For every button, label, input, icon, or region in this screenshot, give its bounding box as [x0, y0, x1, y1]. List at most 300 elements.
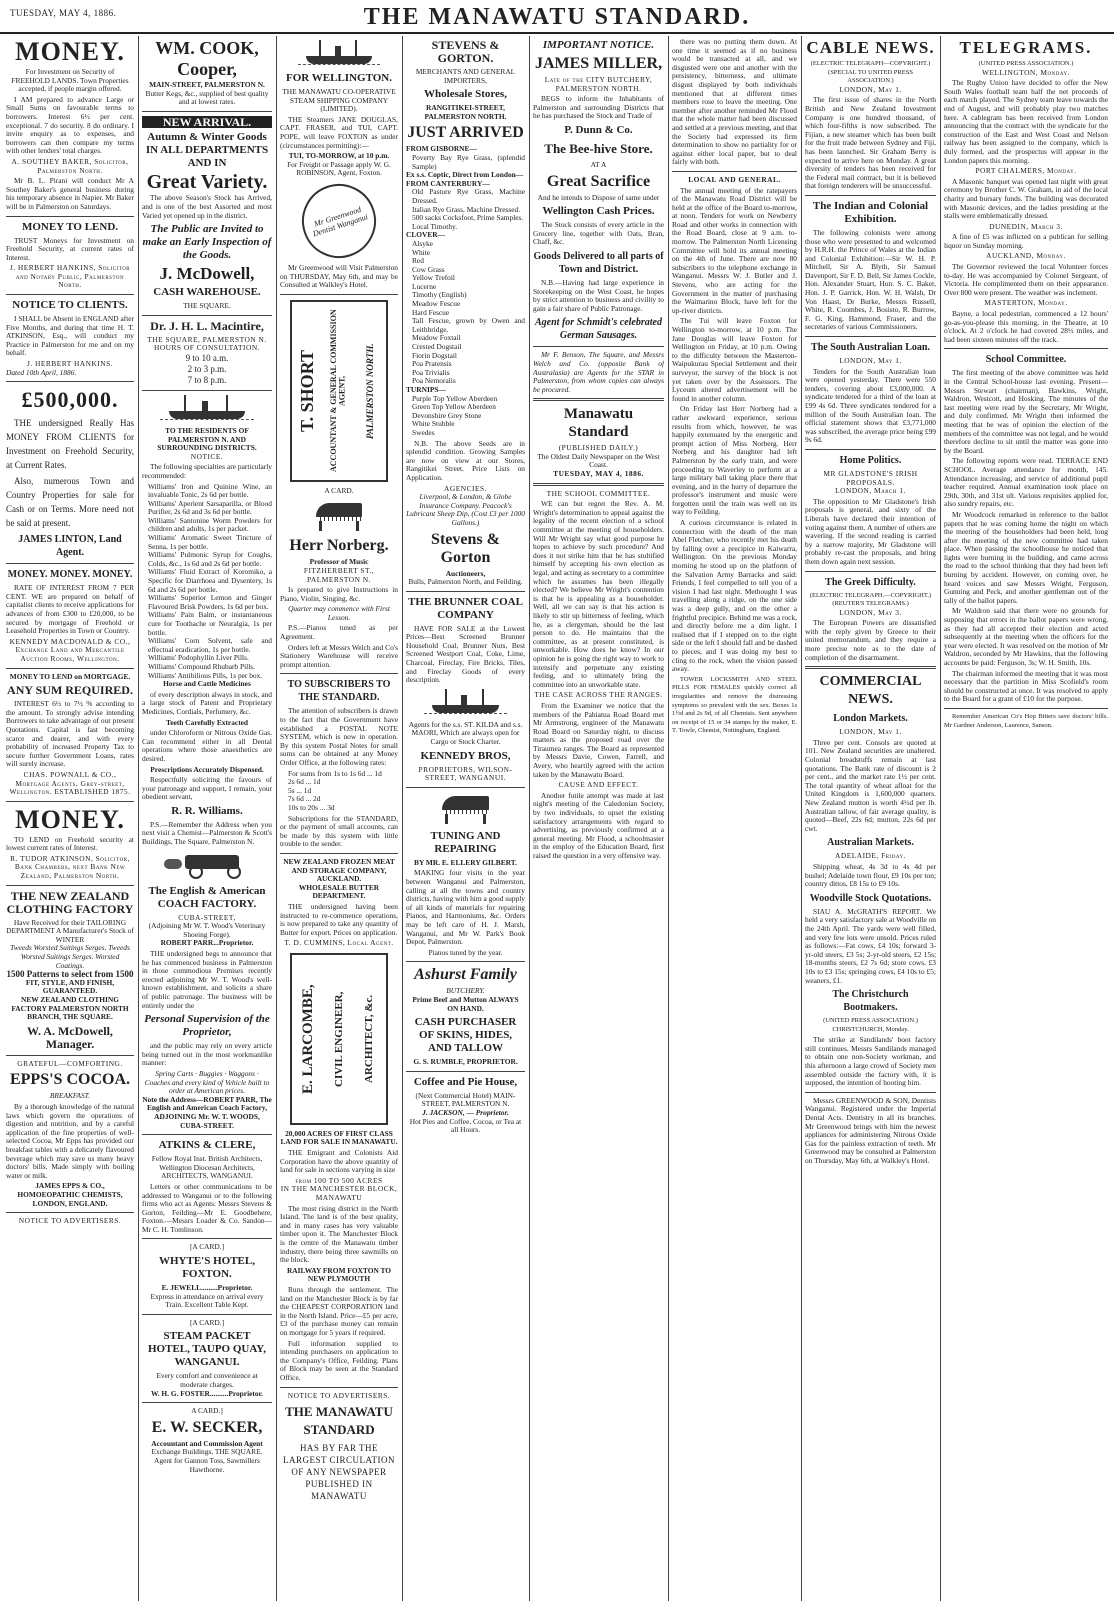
- article-body: Tenders for the South Australian loan were opened yesterday. There were 550 tenders, covering about £3,000,000. A syndicate tendered for a third of the loan at £99 4s 6d. Three syndicates tendered for a million of the South Australian loan. The official statement shows that £3,771,000 was subscribed, the average price being £99 9s 6d.: [805, 366, 936, 445]
- ad-highlight: CASH PURCHASER OF SKINS, HIDES, AND TALLOW: [414, 1016, 517, 1055]
- ad-title: Cooper,: [177, 59, 237, 79]
- divider: [142, 111, 272, 112]
- ad-note: Orders left at Messrs Welch and Co's Stationery Warehouse will receive prompt attention.: [280, 642, 398, 669]
- article-body: Shipping wheat, 4s 3d to 4s 4d per bushel; Adelaide town flour, £9 10s per ton; country dittos, £8 15s to £9 10s.: [805, 861, 936, 889]
- article-body: Another futile attempt was made at last night's meeting of the Caledonian Society, by two individuals, to upset the existing satisfactory arrangements with regard to advertising, as previously confirmed at a general meeting. Mr Flood, a schoolmaster in the employ of the Education Board, first raised the question in a very offensive way.: [533, 790, 664, 860]
- column-3: [280, 36, 398, 1601]
- article-body: The first issue of shares in the North British and New Zealand Investment Company is one hundred thousand, of which four-fifths is now subscribed. The Fijian, a new steamer which has been built for the fruit trade between Sydney and Fiji, has been launched. Sir Graham Berry is expected to arrive here on Monday. A great diversity of tenders has been received for the Federal mail contract, but it is believed that foreign tenderers will be unsuccessful.: [805, 95, 936, 191]
- ad-body: Runs through the settlement. The land on the Manchester Block is by far the CHEAPEST CORPORATION land in the North Island. Price—£5 per acre, £3 of the purchase money can remain on mortgage for 5 years if required.: [280, 1284, 398, 1337]
- ad-body: THE undersigned begs to announce that he has commenced business in Palmerston in those commodious Premises recently erected adjoining Mr W. T. Wood's well-known establishment, and solicits a share of public patronage. The business will be entirely under the: [142, 949, 272, 1010]
- ad-subtitle: Late of the CITY BUTCHERY, PALMERSTON NORTH.: [544, 75, 653, 93]
- ad-subtitle: AGENCIES.: [444, 483, 487, 493]
- ad-address: PROPRIETORS, WILSON-STREET, WANGANUI.: [418, 764, 513, 783]
- list-item: White: [412, 247, 431, 257]
- article-body: Bayne, a local pedestrian, commenced a 12 hours' go-as-you-please this morning, in the Theatre, at 10 o'clock. At 2 o'clock he had covered 28½ miles, and had been sixteen minutes off the track.: [944, 309, 1108, 344]
- section-head: FROM CANTERBURY—: [406, 178, 490, 188]
- newspaper-title: THE MANAWATU STANDARD.: [363, 4, 751, 30]
- article-title: School Committee.: [985, 354, 1067, 366]
- column-rule: [940, 36, 941, 1601]
- article-body: there was no putting them down. At one time it seemed as if no business would be transacted at all, and we disgusted were one and another with the persistency, bitterness, and ultimate disgust displayed by both individuals mentioned that at different times members rose to leave the meeting. One member after another reminded Mr Flood that the whole matter had been discussed and settled at a previous meeting, and that the Society had expressed its firm determination to show no partiality for or against either local paper, but to deal fairly with both.: [672, 37, 797, 167]
- article-body: The European Powers are dissatisfied with the reply given by Greece to their united memorandum, and they require a more precise note as to the date of completion of the disarmament.: [805, 618, 936, 662]
- ad-address: THE SQUARE.: [183, 301, 231, 311]
- ad-proprietor: W. H. G. FOSTER..........Proprietor.: [150, 1388, 264, 1398]
- ad-signature: JAMES EPPS & CO., HOMOEOPATHIC CHEMISTS, LONDON, ENGLAND.: [17, 1181, 123, 1208]
- divider: [280, 673, 398, 674]
- divider: [805, 571, 936, 572]
- article-body: A curious circumstance is related in connection with the death of the man Abel Fletcher, who recently met his death by falling over a precipice in Kaiwarra, Wellington. On the previous Monday morning he stood up on the platform of the Salvation Army Barracks and said: Friends, I feel compelled to tell you of a vision I had last night. Methought I was travelling along a ridge, on the one side was a deep gully, and on the other a frightful precipice. Behind me was a rock, and directly before me a dim light. I realised that if I stepped on to the right side or the left I should fall and be dashed to pieces, and I was doing my best to cling to the rock, when the vision passed away.: [672, 518, 797, 674]
- ad-note: P.S.—Pianos tuned as per Agreement.: [280, 623, 398, 642]
- ad-title: The English & American COACH FACTORY.: [148, 884, 266, 910]
- ad-subtitle: Accountant and Commission Agent: [151, 1438, 263, 1448]
- ad-body: RATE OF INTEREST FROM 7 PER CENT. WE are prepared on behalf of capitalist clients to receive applications for advances of from £300 to £20,000, to be secured by mortgage of Freehold or Leasehold Properties in Town or Country.: [6, 583, 134, 636]
- card-name: T. SHORT: [297, 349, 318, 432]
- ad-title: MONEY.: [15, 37, 125, 66]
- list-item: Ex s.s. Coptic, Direct from London—: [406, 170, 524, 180]
- article-body: The strike at Sandilands' boot factory still continues. Messrs Sandilands managed to obtain one non-Society workman, and this afternoon a large crowd of Society men assembled outside the factory with, it is supposed, the intention of hooting him.: [805, 1035, 936, 1088]
- ad-body: THE undersigned Really Has MONEY FROM CLIENTS for Investment on Freehold Security, at Current Rates.: [6, 418, 134, 471]
- article-body: The annual meeting of the ratepayers of the Manawatu Road District will be held at the office of the Board to-morrow, at noon. Tenders for work on Newberry Road and other works in connection with the Road Board, close at 9 a.m. to-morrow. The Palmerston North Licensing Committee will hold its annual meeting on the 4th of June. There are now 80 subscribers to the telephone exchange in Wanganui. Messrs W. J. Butler and J. Stevens, who are acting for the Government in the matter of purchasing the Waimarino Block, have left for the up-river districts.: [672, 185, 797, 315]
- ad-highlight: THE MANAWATU STANDARD: [285, 1404, 393, 1438]
- clover-list: [406, 240, 525, 386]
- card-name: E. LARCOMBE,: [300, 984, 317, 1094]
- ad-body: Messrs GREENWOOD & SON, Dentists Wanganui. Registered under the Imperial Dental Acts. Dentistry in all its branches. Mr Greenwood brings with him the newest appliances for administering Nitrous Oxide Gas for the painless extraction of teeth. Mr Greenwood may be consulted at Palmerston on Thursday, May 6th, at Walkley's Hotel.: [805, 1095, 936, 1165]
- ad-body: Respectfully soliciting the favours of your patronage and support, I remain, your obedient servant,: [142, 775, 272, 802]
- dentist-stamp: Mr Greenwood Dentist Wanganui: [292, 174, 385, 267]
- ad-title: MONEY. MONEY. MONEY.: [7, 569, 133, 581]
- article-body: The chairman informed the meeting that it was most necessary that the partition in Miss Scofield's room should be constructed at once. It was resolved to apply to the Board for a grant of £10 for the purpose.: [944, 668, 1108, 704]
- dateline: LONDON, May 1.: [839, 84, 902, 94]
- article-title: The South Australian Loan.: [811, 342, 930, 354]
- divider: [6, 1212, 134, 1213]
- ad-body: By a thorough knowledge of the natural laws which govern the operations of digestion and nutrition, and by a careful application of the fine properties of well-selected Cocoa, Mr Epps has provided our breakfast tables with a delicately flavoured beverage which may save us many heavy doctors' bills. Made simply with boiling water or milk.: [6, 1101, 134, 1180]
- ad-title: THE NEW ZEALAND CLOTHING FACTORY: [6, 888, 134, 916]
- ad-subtitle: MERCHANTS AND GENERAL IMPORTERS,: [415, 67, 516, 85]
- article-title: Home Politics.: [839, 454, 902, 466]
- article-body: The Rugby Union have decided to offer the New South Wales football team half the net proceeds of each match played. The Sydney team leave towards the end of August, and will probably play two matches here. A cablegram has been received from London announcing that the contract with the syndicate for the construction of the East and West Coast and Nelson railway has been assigned to the company, which is duly formed, and the prospectus will appear in the London papers this morning.: [944, 78, 1108, 165]
- ad-title: THE BRUNNER COAL COMPANY: [408, 595, 523, 621]
- ad-highlight: The Public are Invited to make an Early Inspection of the Goods.: [142, 223, 272, 262]
- ad-list: Spring Carts · Buggies · Waggons · Coaches and every kind of Vehicle built to order at American prices.: [144, 1068, 270, 1096]
- section-head: TURNIPS—: [406, 385, 446, 394]
- ad-body: I SHALL be Absent in ENGLAND after Five Months, and during that time H. T. ATKINSON, Esq., will conduct my Practice in Palmerston for me and on my behalf.: [6, 314, 134, 358]
- ad-subtitle: Auctioneers,: [445, 568, 486, 578]
- ad-title: NEW ZEALAND FROZEN MEAT AND STORAGE COMPANY, AUCKLAND.: [283, 856, 395, 884]
- divider: [6, 668, 134, 669]
- ad-title: Coffee and Pie House,: [413, 1075, 518, 1088]
- dateline: DUNEDIN, March 3.: [989, 221, 1063, 231]
- article-body: The Tui will leave Foxton for Wellington to-morrow, at 10 p.m. The Jane Douglas will leave Foxton for Wellington on Friday, at 10 p.m. Owing to the difficulty between the Masterton-Waipukurau Special Settlement and their surveyor, the survey of the block is not yet taken over by the Assessors. The Lyceum altered advertisement will be found in another column.: [672, 316, 797, 403]
- ad-note: N.B. The above Seeds are in splendid condition. Growing Samples are now on view at our Stores, Rangitikei Street. Price Lists on Application.: [406, 438, 525, 482]
- list-item: Williams' Antibilious Pills, 1s per box.: [148, 670, 263, 680]
- article-title: LOCAL AND GENERAL.: [688, 174, 781, 184]
- divider: [805, 1092, 936, 1093]
- list-item: Local Timothy.: [412, 221, 458, 231]
- ad-subtitle: Autumn & Winter Goods IN ALL DEPARTMENTS AND IN: [145, 131, 269, 170]
- ad-body: The above Season's Stock has Arrived, and is one of the best Assorted and most Varied yet opened up in the district.: [142, 193, 272, 220]
- ad-subtitle: THE MANAWATU CO-OPERATIVE STEAM SHIPPING COMPANY (LIMITED).: [282, 87, 396, 114]
- list-item: Williams' Fluid Extract of Koromiko, a Specific for Diarrhoea and Dysentery, 1s 6d and 2s 6d per bottle.: [148, 567, 272, 594]
- ad-body: Express in attendance on arrival every Train. Excellent Table Kept.: [150, 1291, 264, 1310]
- ad-note: N.B.—Having had large experience in Storekeeping on the West Coast, he hopes by strict attention to business and civility to gain a fair share of Public Patronage.: [533, 277, 664, 313]
- ad-title: WM. COOK,: [155, 38, 259, 58]
- ad-body: under Chloroform or Nitrous Oxide Gas. Can recommend either in all Dental operations where those anaesthetics are desired.: [142, 728, 272, 763]
- ad-address: THE SQUARE, PALMERSTON N.: [147, 334, 267, 344]
- canterbury-list: [406, 188, 525, 231]
- ad-title: E. W. SECKER,: [151, 1418, 263, 1436]
- article-title: The Indian and Colonial Exhibition.: [812, 199, 929, 225]
- ad-signature: JAMES LINTON, Land Agent.: [18, 534, 122, 559]
- paper-date: TUESDAY, MAY 4, 1886.: [553, 469, 644, 479]
- ad-title: TUNING AND REPAIRING: [430, 829, 501, 855]
- ad-subtitle: For Investment on Security of FREEHOLD LANDS. Town Properties accepted, if people margin offered.: [11, 67, 129, 94]
- ad-body: of every description always in stock, and a large stock of Patent and Proprietary Medicines, Cordials, Perfumery, &c.: [142, 689, 272, 716]
- dateline: WELLINGTON, Monday.: [982, 67, 1070, 77]
- ship-illustration: [298, 40, 380, 68]
- ad-address: (Adjoining Mr W. T. Wood's Veterinary Shoeing Forge).: [148, 921, 266, 939]
- list-item: Williams' Pain Balm, or instantaneous cure for Toothache or Neuralgia, 1s per bottle.: [148, 610, 272, 637]
- article-title: The Greek Difficulty.: [825, 576, 916, 588]
- divider: [805, 336, 936, 337]
- article-title: THE CASE ACROSS THE RANGES.: [534, 690, 663, 700]
- article-body: WE can but regret the Rev. A. M. Wright's determination to appeal against the legality of the recent election of a school committee at the meeting of householders. Will Mr Wright say what good purpose he hopes to achieve by such procedure? And does it not strike him that he has stultified himself by accepting his own election as legal, and acting as secretary to a committee which he assumes has been illegally elected? We believe Mr Wright's contention is that he is appealing as a householder. Well, all we can say is that his action is likely to stir up bitterness of feeling, which he, as a clergyman, should be the last person to do. He maintains that the committee, as at present constituted, is unworkable. How does he know? In our opinion he is going the right way to work to intensify and perpetuate any existing feeling, and to ultimately bring the committee into an unworkable state.: [533, 499, 664, 689]
- list-item: White Stubble: [412, 419, 455, 429]
- ad-subtitle: Have Received for their TAILORING DEPARTMENT A Manufacturer's Stock of WINTER: [6, 917, 134, 944]
- ad-body: HAS BY FAR THE LARGEST CIRCULATION OF ANY NEWSPAPER PUBLISHED IN MANAWATU: [282, 1443, 396, 1502]
- ad-title: TO SUBSCRIBERS TO THE STANDARD.: [287, 679, 391, 704]
- divider: [142, 390, 272, 391]
- postal-rate: For sums from 1s to 1s 6d ... 1d: [288, 768, 382, 778]
- column-rule: [668, 36, 669, 1601]
- article-body: The Governor reviewed the local Volunteer forces to-day. He was accompanied by Colonel Sergeant, of Victoria. He complimented them on their appearance. Over 800 were present. The weather was inclement.: [944, 262, 1108, 297]
- ad-title: MONEY.: [15, 804, 125, 834]
- ad-date: Dated 10th April, 1886.: [6, 367, 77, 377]
- ad-title: TO THE RESIDENTS OF PALMERSTON N. AND SURROUNDING DISTRICTS.: [157, 425, 257, 453]
- ad-address: Note the Address—ROBERT PARR, The English and American Coach Factory, ADJOINING Mr. W. T. WOODS, CUBA-STREET.: [142, 1094, 272, 1130]
- article-title: Woodville Stock Quotations.: [809, 892, 932, 904]
- ad-title: NOTICE TO CLIENTS.: [12, 299, 128, 312]
- ad-subtitle: Wholesale Stores,: [424, 88, 507, 101]
- ad-title: JUST ARRIVED: [407, 124, 524, 142]
- ad-subtitle: CASH WAREHOUSE.: [153, 286, 261, 299]
- list-item: Swedes: [412, 427, 435, 437]
- divider: [406, 961, 525, 962]
- dateline: ADELAIDE, Friday.: [835, 851, 906, 861]
- ad-subtitle: HOURS OF CONSULTATION.: [153, 343, 261, 353]
- ad-body: THE Steamers JANE DOUGLAS, CAPT. FRASER, and TUI, CAPT. POPE, will leave FOXTON as under (circumstances permitting):—: [280, 114, 398, 150]
- ad-highlight: TUI, TO-MORROW, at 10 p.m.: [288, 151, 390, 161]
- ad-title: Great Variety.: [146, 171, 268, 194]
- column-rule: [402, 36, 403, 1601]
- ship-illustration: [160, 395, 254, 423]
- column-5: [533, 36, 664, 1601]
- divider: [142, 1314, 272, 1315]
- divider: [406, 787, 525, 788]
- list-item: Red: [412, 256, 424, 266]
- ad-subtitle: BY MR. E. ELLERY GILBERT.: [414, 857, 517, 867]
- paper-nameplate: Manawatu Standard: [563, 406, 634, 441]
- ad-title: The Bee-hive Store.: [544, 140, 653, 156]
- article-body: On Friday last Herr Norberg had a rather awkward experience, serious results from which, however, he was happily extenuated by the energetic and prompt action of Miss Norberg. Herr Norberg and his daughter had left Palmerston by the early train, and were proceeding to Waverley to perform at a large military ball taking place there that evening, and in the hurry of departure the professor's instrument and music were forgotten until the train was well on its way to Feilding.: [672, 404, 797, 517]
- coach-illustration: [162, 851, 252, 881]
- article-body: The opposition to Mr Gladstone's Irish proposals is general, and sixty of the Liberals have declared their intention of voting against them. A number of others are wavering. If the second reading is carried by a narrow majority, Mr Gladstone will probably re-cast the proposals, and bring them down again next session.: [805, 496, 936, 566]
- ship-illustration: [424, 689, 507, 717]
- ad-banner: NEW ARRIVAL.: [142, 116, 272, 129]
- divider: [280, 853, 398, 854]
- ad-title: ATKINS & CLERE,: [158, 1139, 256, 1152]
- postal-rate: 10s to 20s ... 3d: [288, 802, 335, 812]
- ad-note: Full information supplied to intending purchasers on application to the Company's Office, Feilding. Plans of Block may be seen at the Standard Office.: [280, 1338, 398, 1382]
- article-body: SIAU A. McGRATH'S REPORT. We held a very satisfactory sale at Woodville on the 24th April. The yards were well filled, and very few lots were unsold. Prices ruled as follows:—Fat cows, £4 10s; forward 3-yr-old steers, £3 5s; 2-yr-old steers, £2 15s; 18-months steers, £2 7s 6d; store cows, £3 10s to £3 15s; springing cows, £4 10s to £5; weaners, £1.: [805, 906, 936, 985]
- divider: [6, 563, 134, 564]
- list-item: Cow Grass: [412, 264, 445, 274]
- ad-title: Dr. J. H. L. Macintire,: [150, 318, 264, 333]
- list-item: Yellow Trefoil: [412, 273, 455, 283]
- column-4: [406, 36, 525, 1601]
- hours-row: 7 to 8 p.m.: [187, 374, 227, 385]
- divider: [533, 346, 664, 347]
- ad-note: Subscriptions for the STANDARD, or the payment of small accounts, can be made by this system with little trouble to the sender.: [280, 813, 398, 849]
- card-label: [A CARD.]: [189, 1317, 225, 1327]
- ad-highlight: FIT, STYLE, AND FINISH, GUARANTEED.: [25, 977, 115, 996]
- list-item: Meadow Foxtail: [412, 333, 461, 343]
- ad-subtitle: AT A: [590, 159, 607, 169]
- column-rule: [529, 36, 530, 1601]
- hours-row: 2 to 3 p.m.: [187, 363, 227, 374]
- hours-row: 9 to 10 a.m.: [185, 352, 229, 363]
- article-title: CAUSE AND EFFECT.: [558, 780, 639, 790]
- ad-highlight: Personal Supervision of the Proprietor,: [144, 1013, 270, 1039]
- ad-signature: T. D. CUMMINS, Local Agent.: [284, 938, 394, 948]
- ad-body: TO LEND on Freehold security at lowest current rates of Interest.: [6, 834, 134, 853]
- column-1: [6, 36, 134, 1601]
- divider: [805, 195, 936, 196]
- divider: [280, 1387, 398, 1388]
- ad-address: CUBA-STREET,: [178, 912, 236, 922]
- ad-title: WHYTE'S HOTEL, FOXTON.: [159, 1255, 255, 1281]
- dateline: LONDON, May 1.: [839, 356, 902, 366]
- article-body: The following colonists were among those who were presented to and welcomed by H.R.H. the Prince of Wales at the Indian and Colonial Exhibition:—Sir W. H. P. Mitchell, Sir A. Blyth, Sir Samuel Davenport, Sir F. D. Bell, Sir James Cockle, Hon. Alexander Stuart, Hon. S. C. Baker, Hon. J. P. Garrick, Hon. W. H. Walsh, Dr Von Haast, Dr Burke, Messrs Russell, White, R. Coombes, J. Bosisto, R. Burrow, F. G. King, Hammond, Fraser, and the secretaries of various Commissioners.: [805, 227, 936, 332]
- ad-title: STEAM PACKET HOTEL, TAUPO QUAY, WANGANUI.: [148, 1330, 266, 1369]
- postal-rate: 5s ... 1d: [288, 785, 312, 795]
- ad-title: ANY SUM REQUIRED.: [7, 683, 133, 698]
- column-6: [672, 36, 797, 1601]
- card-label: [A CARD.]: [189, 1242, 225, 1252]
- divider: [142, 1402, 272, 1403]
- ad-title: P. Dunn & Co.: [564, 123, 633, 136]
- ad-body: TRUST Moneys for Investment on Freehold Security, at current rates of Interest.: [6, 235, 134, 262]
- ad-body: And he intends to Dispose of same under: [537, 192, 660, 202]
- article-body: TOWER LOCKSMITH AND STEEL PILLS FOR FEMALES quickly correct all irregularities and remove the distressing symptoms so prevalent with the sex. Boxes 1s 1½d and 2s 9d, of all Chemists. Sent anywhere on receipt of 15 or 34 stamps by the maker, E. T. Towle, Chemist, Nottingham, England.: [672, 675, 797, 735]
- article-title: THE SCHOOL COMMITTEE.: [546, 488, 651, 498]
- divider: [6, 381, 134, 382]
- ad-body: Butter Kegs, &c., supplied of best quality and at lowest rates.: [145, 88, 269, 107]
- ad-body: MAKING four visits in the year between Wanganui and Palmerston, calling at all the towns and country districts, having with him a good supply of all kinds of materials for repairing Pianos, and Harmoniums, &c. Orders may be left care of H. J. Marsh, Wanganui, and Mr W. Park's Book Depot, Palmerston.: [406, 868, 525, 947]
- list-item: Crested Dogstail: [412, 342, 462, 352]
- list-item: Williams' Aromatic Sweet Tincture of Senna, 1s per bottle.: [148, 533, 272, 551]
- card-line: CIVIL ENGINEER,: [332, 991, 345, 1087]
- ad-signature: R. TUDOR ATKINSON, Solicitor, Bank Chambers, next Bank New Zealand, Palmerston North.: [10, 853, 130, 881]
- list-item: Poa Trivialis: [412, 367, 450, 377]
- ad-title: JAMES MILLER,: [534, 55, 663, 72]
- list-item: Alsyke: [412, 238, 433, 248]
- list-item: Timothy (English): [412, 290, 467, 300]
- ad-title: KENNEDY BROS,: [420, 749, 511, 762]
- divider: [142, 315, 272, 316]
- divider: [805, 449, 936, 450]
- ad-body: BEGS to inform the Inhabitants of Palmerston and surrounding Districts that he has purchased the Stock and Trade of: [533, 94, 664, 121]
- column-rule: [138, 36, 139, 1601]
- ad-address: RANGITIKEI-STREET, PALMERSTON NORTH.: [424, 103, 507, 121]
- ad-highlight: from 100 TO 500 ACRES: [295, 1175, 383, 1185]
- ad-header: GRATEFUL—COMFORTING.: [17, 1058, 123, 1068]
- ad-subtitle: Fellow Royal Inst. British Architects, Wellington Diocesan Architects, ARCHITECTS, WANGANUI.: [151, 1154, 263, 1181]
- ad-title: MONEY TO LEND.: [21, 220, 119, 233]
- card-line: PALMERSTON NORTH.: [365, 342, 376, 439]
- ad-list: Tweeds Worsted Suitings Serges. Tweeds Worsted Suitings Serges. Worsted Coatings.: [10, 943, 130, 970]
- remedies-list: [142, 483, 272, 681]
- ad-title: NOTICE TO ADVERTISERS.: [287, 1390, 391, 1400]
- ad-highlight: Great Sacrifice: [546, 172, 651, 190]
- ad-body: Hot Pies and Coffee, Cocoa, or Tea at all Hours.: [409, 1116, 522, 1135]
- piano-illustration: [310, 499, 368, 533]
- divider: [944, 348, 1108, 349]
- section-note: (UNITED PRESS ASSOCIATION.): [978, 60, 1074, 67]
- list-item: Meadow Fescue: [412, 299, 461, 309]
- ad-subtitle: Professor of Music: [309, 557, 369, 567]
- ad-body: Mr Greenwood will Visit Palmerston on THURSDAY, May 6th, and may be Consulted at Walkley's Hotel.: [280, 262, 398, 290]
- divider: [533, 483, 664, 486]
- dateline: LONDON, March 1.: [835, 486, 906, 496]
- divider: [406, 591, 525, 592]
- ad-address: FITZHERBERT ST., PALMERSTON N.: [303, 565, 375, 584]
- ad-note: For Freight or Passage apply W. G. ROBINSON, Agent, Foxton.: [287, 159, 391, 178]
- ad-note: NOTICE TO ADVERTISERS.: [18, 1216, 122, 1226]
- ad-note: Mr B. L. Pirani will conduct Mr A Southey Baker's general business during his temporary absence in Napier. Mr Baker will be in Palmerston on Saturdays.: [6, 176, 134, 211]
- list-item: Poa Pratensis: [412, 359, 452, 369]
- list-item: Williams' Superior Lemon and Ginger Flavoured Brisk Powders, 1s 6d per box.: [148, 593, 272, 611]
- ad-subtitle: NOTICE.: [190, 451, 224, 461]
- list-item: Fiorin Dogstail: [412, 350, 457, 360]
- divider: [6, 294, 134, 295]
- article-subtitle: MR GLADSTONE'S IRISH PROPOSALS.: [823, 468, 918, 487]
- ad-title: MONEY TO LEND on MORTGAGE.: [9, 671, 131, 681]
- divider: [672, 171, 797, 172]
- article-body: Mr Woodcock remarked in reference to the ballot papers that he was coming home the night on which the meeting of the householders had been held, long after the meeting of the new committee had taken place. When passing the schoolhouse he noticed that lights were burning in the building, and came across the road to the school thinking that they had been left burning by accident. However, on coming over, he heard voices and saw Messrs Wright, Ferguson, Gunning and Peck, and another gentleman out of the tally of the ballot papers.: [944, 509, 1108, 605]
- paper-tagline: (PUBLISHED DAILY.): [558, 443, 639, 453]
- ad-signature: CHAS. POWNALL & CO., Mortgage Agents, Grey-street, Wellington. ESTABLISHED 1875.: [9, 769, 131, 797]
- ad-address: Bulls, Palmerston North, and Feilding.: [408, 577, 523, 587]
- ad-title: Stevens & Gorton: [431, 530, 500, 566]
- ad-address: (Next Commercial Hotel) MAIN-STREET, PALMERSTON N.: [415, 1090, 516, 1109]
- ad-body: Is prepared to give Instructions in Piano, Violin, Singing, &c.: [280, 585, 398, 603]
- list-item: Poa Nemoralis: [412, 376, 456, 386]
- ad-highlight: Prime Beef and Mutton ALWAYS ON HAND.: [412, 994, 519, 1013]
- ad-body: The following specialties are particularly recommended:: [142, 462, 272, 480]
- ad-body: INTEREST 6½ to 7½ % according to the amount. To strongly advise intending Borrowers to take advantage of our present Quotations. Capital is fast becoming scarce and dearer, and with every probability of increased Property Tax to secure further Government Loans, rates will surely increase.: [6, 699, 134, 769]
- column-7: [805, 36, 936, 1601]
- divider: [280, 294, 398, 295]
- card-label: A CARD.]: [191, 1406, 223, 1416]
- article-title: London Markets.: [833, 713, 908, 725]
- ad-body: THE Emigrant and Colonists Aid Corporation have the above quantity of land for sale in sections varying in size: [280, 1148, 398, 1175]
- ad-title: EPPS'S COCOA.: [9, 1071, 130, 1089]
- ad-subtitle: Teeth Carefully Extracted: [165, 717, 249, 727]
- divider: [6, 801, 134, 802]
- ad-header: IMPORTANT NOTICE.: [542, 39, 655, 51]
- dateline: MASTERTON, Monday.: [984, 298, 1068, 308]
- ad-proprietor: E. JEWELL.........Proprietor.: [161, 1283, 253, 1293]
- divider: [6, 1055, 134, 1056]
- column-rule: [276, 36, 277, 1601]
- ad-title: £500,000.: [21, 387, 119, 413]
- divider: [805, 666, 936, 669]
- ad-highlight: IN THE MANCHESTER BLOCK, MANAWATU: [280, 1184, 398, 1203]
- article-body: Three per cent. Consols are quoted at 101. New Zealand securities are unaltered. Colonial breadstuffs remain at last quotations. The Bank rate of discount is 2 per cent., and the market rate 1½ per cent. The total quantity of wheat afloat for the United Kingdom is 1,600,000 quarters. New Zealand mutton is worth 4½d per lb. Australian tallow, of fair average quality, is quoted—Beef, 22s 6d; mutton, 22s 6d per cwt.: [805, 737, 936, 833]
- ad-note: P.S.—Remember the Address when you next visit a Chemist—Palmerston & Scott's Buildings, The Square, Palmerston N.: [142, 819, 272, 847]
- list-item: Purple Top Yellow Aberdeen: [412, 393, 498, 403]
- ad-note: Agent for Schmidt's celebrated German Sausages.: [535, 317, 662, 342]
- ad-signature: R. R. Williams.: [171, 804, 243, 817]
- list-item: Green Top Yellow Aberdeen: [412, 402, 496, 412]
- article-body: From the Examiner we notice that the members of the Pahiatua Road Board met Mr Armstrong, engineer of the Manawatu Road Board on Saturday night, to discuss matters as the proposed road over the Tiraumea ranges. The Board as represented by Messrs Davie, Cowen, Farrell, and Avery, who heartily agreed with the action taken by the Manawatu Board.: [533, 700, 664, 779]
- article-body: A Masonic banquet was opened last night with great ceremony by Brother C. W. Graham, in aid of the local charity and bursary funds. The building was decorated with Masonic devices, and the ladies presiding at the stalls were emblematically dressed.: [944, 176, 1108, 221]
- list-item: Old Pasture Rye Grass, Machine Dressed.: [412, 187, 525, 205]
- section-head: CLOVER—: [406, 230, 446, 240]
- dateline: LONDON, May 3.: [839, 607, 902, 617]
- list-item: Williams' Corn Solvent, safe and effectual eradication, 1s per bottle.: [148, 636, 272, 654]
- list-item: Hard Fescue: [412, 307, 450, 317]
- article-body: A fine of £5 was inflicted on a publican for selling liquor on Sunday morning.: [944, 232, 1108, 250]
- article-body: The first meeting of the above committee was held in the Central School-house last evening. Present—Messrs Stewart (chairman), Hawkins, Wright, Waldron, Westcott, and Hosking. The minutes of the last meeting were read by the Secretary, Mr Wright, and duly confirmed. Mr Wright then informed the meeting that he was of opinion the election of the members of the committee was not legal, and he would therefore decline to sit until the matter was gone into by the Board.: [944, 368, 1108, 455]
- ad-title: 20,000 ACRES OF FIRST CLASS LAND FOR SALE IN MANAWATU.: [280, 1128, 398, 1147]
- ad-proprietor: J. JACKSON, — Proprietor.: [422, 1107, 509, 1117]
- list-item: Poverty Bay Rye Grass, (splendid Sample): [412, 152, 525, 171]
- section-title: COMMERCIAL NEWS.: [819, 674, 922, 708]
- dateline: PORT CHALMERS, Monday.: [975, 166, 1077, 176]
- ad-body: and the public may rely on every article being turned out in the most workmanlike manner:: [142, 1041, 272, 1068]
- ad-proprietor: ROBERT PARR...Proprietor.: [160, 938, 254, 948]
- list-item: Devonshire Grey Stone: [412, 410, 482, 420]
- ad-note: Agents for the s.s. ST. KILDA and s.s. MAORI, Which are always open for Cargo or Stock Charter.: [408, 719, 523, 747]
- article-body: Mr Waldron said that there were no grounds for supposing that errors in the ballot papers were wrong, as they had all accepted their election and acted subsequently at the meeting when the officers for the year were elected. It was resolved on the motion of Mr Waldron, seconded by Mr Hawkins, that the following accounts be paid: Ferguson, 3s; W. H. Smith, 10s.: [944, 606, 1108, 667]
- ad-subtitle: Horse and Cattle Medicines: [163, 679, 251, 689]
- list-item: Tall Fescue, grown by Owen and Leithbridge.: [412, 316, 525, 334]
- ad-title: Ashurst Family: [414, 966, 517, 984]
- divider: [406, 1071, 525, 1072]
- ad-signature: KENNEDY MACDONALD & CO., Exchange Land and Mercantile Auction Rooms, Wellington.: [9, 636, 131, 663]
- ad-body: THE undersigned having been instructed to re-commence operations, is now prepared to take any quantity of Butter for export. Prices on application.: [280, 901, 398, 937]
- article-body: The following reports were read. TERRACE END SCHOOL. Average attendance for month, 145. Attendance increasing, and service of additional pupil teacher required. Annual examination took place on 29th, 30th, and 31st ult. Various requisites applied for, also sundry repairs, etc.: [944, 456, 1108, 509]
- divider: [533, 398, 664, 401]
- ad-signature: W. A. McDowell, Manager.: [27, 1023, 113, 1051]
- ad-signature: J. HERBERT HANKINS, Solicitor and Notary Public, Palmerston North.: [9, 263, 131, 290]
- column-2: [142, 36, 272, 1601]
- article-title: Australian Markets.: [827, 837, 914, 849]
- list-item: Williams' Aperient Sarsaparilla, or Blood Purifier, 2s 6d and 3s 6d per bottle.: [148, 498, 272, 517]
- divider: [6, 216, 134, 217]
- piano-illustration: [436, 792, 495, 826]
- ad-signature: G. S. RUMBLE, PROPRIETOR.: [413, 1057, 518, 1067]
- article-title: The Christchurch Bootmakers.: [832, 989, 909, 1014]
- ad-subtitle: RAILWAY FROM FOXTON TO NEW PLYMOUTH: [286, 1265, 392, 1284]
- section-note: (ELECTRIC TELEGRAPH—COPYRIGHT.) (SPECIAL TO UNITED PRESS ASSOCIATION.): [810, 60, 931, 85]
- turnip-list: [406, 395, 525, 438]
- postal-rate: 2s 6d ... 1d: [288, 777, 321, 787]
- ad-body: The attention of subscribers is drawn to the fact that the Government have established a POSTAL NOTE SYSTEM, which is now in operation. By this system Postal Notes for small sums can be obtained at any Money Order Office, at the following rates:: [280, 706, 398, 767]
- ad-body: Also, numerous Town and Country Properties for sale for Cash or on Terms. More need not be said at present.: [6, 476, 134, 529]
- ad-address: MAIN-STREET, PALMERSTON N.: [149, 80, 265, 89]
- list-item: Williams' Santonine Worm Powders for children and adults, 1s per packet.: [148, 515, 272, 534]
